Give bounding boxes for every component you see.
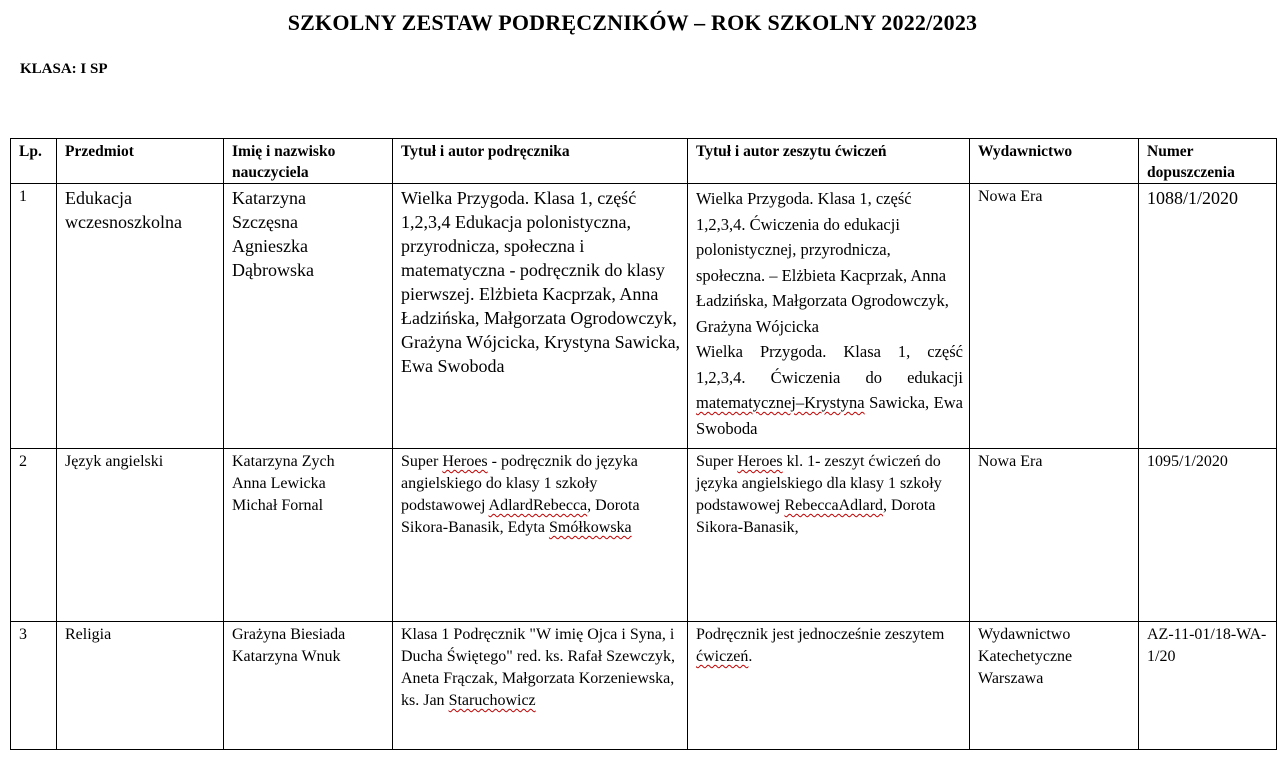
publisher-line: Wydawnictwo [978,626,1071,643]
cell-textbook: Super Heroes - podręcznik do języka angielskiego do klasy 1 szkoły podstawowej AdlardRebecca, Dorota Sikora-Banasik, Edyta Smółkowska [393,449,688,622]
header-publisher: Wydawnictwo [970,139,1139,184]
cell-subject: Język angielski [57,449,224,622]
teacher-name: Katarzyna [232,188,306,208]
cell-teacher [224,184,393,449]
cell-workbook: Podręcznik jest jednocześnie zeszytem ćwiczeń. [688,622,970,750]
cell-lp: 2 [11,449,57,622]
teacher-name: Michał Fornal [232,497,324,514]
cell-publisher: Nowa Era [970,184,1139,449]
workbook-text: Wielka Przygoda. Klasa 1, część 1,2,3,4. Ćwiczenia do edukacji polonistycznej, przyrodnicza, społeczna. – Elżbieta Kacprzak, Anna Ładzińska, Małgorzata Ogrodowczyk, Grażyna Wójcicka [696,189,949,336]
header-approval-number: Numer dopuszczenia [1139,139,1277,184]
cell-subject: Religia [57,622,224,750]
cell-approval-number: AZ-11-01/18-WA-1/20 [1139,622,1277,750]
cell-workbook [688,184,970,449]
workbook-text: Wielka Przygoda. Klasa 1, część 1,2,3,4. Ćwiczenia do edukacji matematycznej–Krystyna Sawicka, Ewa Swoboda [696,342,964,438]
teacher-name: Grażyna Biesiada [232,626,346,643]
cell-textbook: Klasa 1 Podręcznik "W imię Ojca i Syna, i Ducha Świętego" red. ks. Rafał Szewczyk, Aneta Frączak, Małgorzata Korzeniewska, ks. Jan Staruchowicz [393,622,688,750]
table-row [11,184,1277,449]
teacher-name: Katarzyna Zych [232,453,335,470]
cell-publisher [970,622,1139,750]
teacher-name: Szczęsna [232,212,298,232]
document-title: SZKOLNY ZESTAW PODRĘCZNIKÓW – ROK SZKOLNY 2022/2023 [287,10,978,35]
teacher-name: Anna Lewicka [232,475,326,492]
cell-teacher [224,449,393,622]
cell-workbook: Super Heroes kl. 1- zeszyt ćwiczeń do języka angielskiego dla klasy 1 szkoły podstawowej RebeccaAdlard, Dorota Sikora-Banasik, [688,449,970,622]
teacher-name: Dąbrowska [232,260,314,280]
cell-publisher: Nowa Era [970,449,1139,622]
header-subject: Przedmiot [57,139,224,184]
publisher-line: Warszawa [978,670,1044,687]
teacher-name: Agnieszka [232,236,308,256]
header-lp: Lp. [11,139,57,184]
cell-subject: Edukacja wczesnoszkolna [57,184,224,449]
cell-approval-number: 1095/1/2020 [1139,449,1277,622]
cell-textbook: Wielka Przygoda. Klasa 1, część 1,2,3,4 Edukacja polonistyczna, przyrodnicza, społeczna i matematyczna - podręcznik do klasy pierwszej. Elżbieta Kacprzak, Anna Ładzińska, Małgorzata Ogrodowczyk, Grażyna Wójcicka, Krystyna Sawicka, Ewa Swoboda [393,184,688,449]
header-workbook: Tytuł i autor zeszytu ćwiczeń [688,139,970,184]
table-row [11,622,1277,750]
publisher-line: Katechetyczne [978,648,1073,665]
class-label: KLASA: I SP [20,61,108,77]
header-teacher: Imię i nazwisko nauczyciela [224,139,393,184]
teacher-name: Katarzyna Wnuk [232,648,341,665]
cell-lp: 1 [11,184,57,449]
header-textbook: Tytuł i autor podręcznika [393,139,688,184]
cell-teacher [224,622,393,750]
cell-lp: 3 [11,622,57,750]
textbook-table [10,138,1277,750]
table-header-row [11,139,1277,184]
cell-approval-number: 1088/1/2020 [1139,184,1277,449]
table-row [11,449,1277,622]
